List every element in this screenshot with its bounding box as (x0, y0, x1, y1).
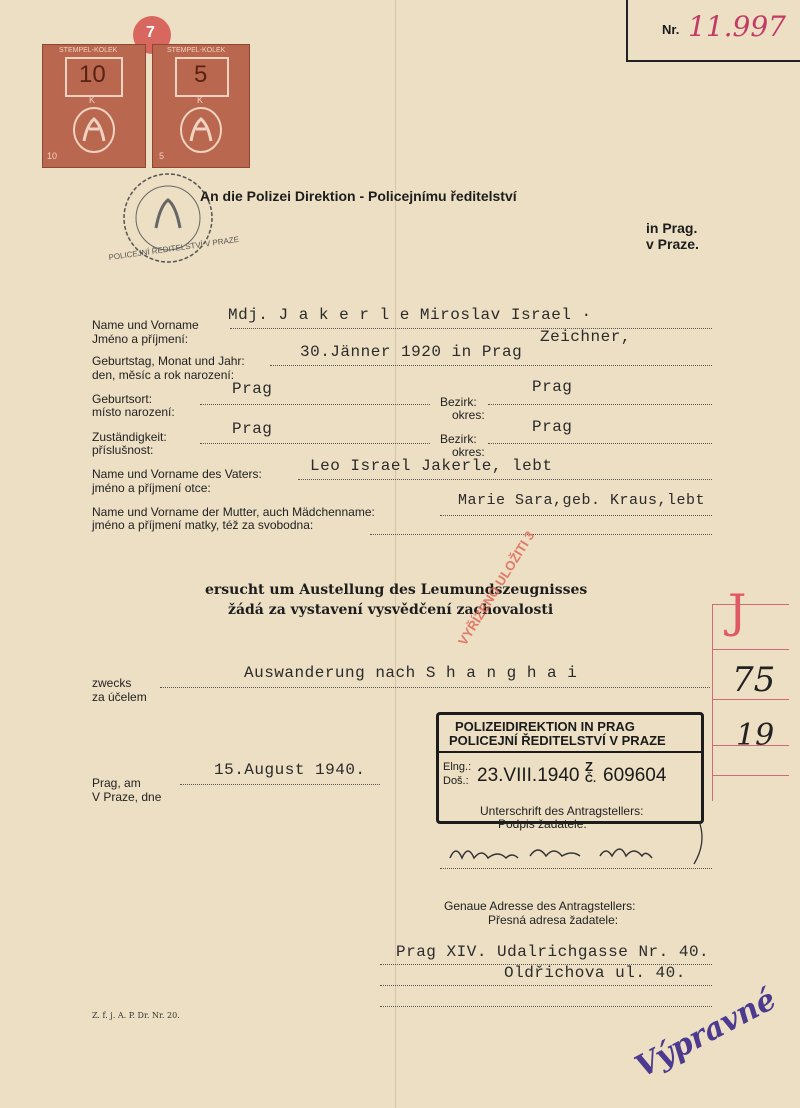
stamp-corner: 5 (159, 151, 165, 161)
stamp-value-frame (65, 57, 123, 97)
stamp-value: 5 (194, 61, 208, 88)
stamp-header: STEMPEL-KOLEK (59, 47, 118, 54)
address-line2: Oldřichova ul. 40. (504, 964, 686, 982)
birth-place-label-de: Geburtsort: (92, 392, 153, 406)
number-value: 11.997 (688, 10, 786, 43)
birth-district-label-de: Bezirk: (440, 395, 477, 409)
police-stamp-date: 23.VIII.1940 (477, 765, 580, 786)
red-diagonal-stamp: VYŘÍZENO ULOŽITI 3 (455, 528, 538, 648)
lion-emblem-icon (69, 105, 119, 155)
stamp-value-frame (175, 57, 229, 97)
fold-line (395, 0, 396, 1108)
addressee: An die Polizei Direktion - Policejnímu ředitelství (200, 188, 517, 204)
domicile-label-de: Zuständigkeit: (92, 430, 167, 444)
stamp-unit: K (89, 95, 96, 105)
handwritten-signature (420, 820, 720, 870)
birth-date-value: 30.Jänner 1920 in Prag (300, 343, 523, 361)
birth-district-label-cs: okres: (452, 408, 485, 422)
request-cs: žádá za vystavení vysvědčení zachovalosti (228, 602, 554, 618)
signature-label-cs: Podpis žadatele: (498, 817, 587, 831)
police-stamp-dos: Doš.: (443, 775, 469, 787)
stamp-header: STEMPEL-KOLEK (167, 47, 226, 54)
name-value: Mdj. J a k e r l e Miroslav Israel · (228, 306, 592, 324)
stamp-corner: 10 (47, 151, 58, 161)
date-label-de: Prag, am (92, 776, 141, 790)
stamp-value: 10 (79, 61, 106, 88)
form-footer: Z. f. j. A. P. Dr. Nr. 20. (92, 1011, 180, 1020)
request-de: ersucht um Austellung des Leumundszeugnisses (205, 582, 588, 598)
red-mark-number: 7 (146, 24, 155, 41)
police-stamp-z: Z (585, 759, 593, 774)
police-stamp-line1: POLIZEIDIREKTION IN PRAG (455, 719, 635, 734)
domicile-value: Prag (232, 420, 273, 438)
address-label-de: Genaue Adresse des Antragstellers: (444, 899, 636, 913)
domicile-district-value: Prag (532, 418, 573, 436)
number-label: Nr. (662, 22, 680, 37)
round-seal-text: POLICEJNÍ ŘEDITELSTVÍ V PRAZE (108, 234, 240, 263)
father-label-de: Name und Vorname des Vaters: (92, 467, 262, 481)
margin-number-1: 75 (732, 660, 776, 700)
number-box (626, 0, 800, 62)
date-value: 15.August 1940. (214, 761, 366, 779)
city-cs: v Praze. (646, 236, 699, 252)
margin-letter-j: J (728, 584, 747, 638)
revenue-stamp-10 (42, 44, 146, 168)
city-de: in Prag. (646, 220, 698, 236)
domicile-district-label-cs: okres: (452, 445, 485, 459)
domicile-district-label-de: Bezirk: (440, 432, 477, 446)
police-stamp-c: Č. (585, 773, 596, 785)
name-label-cs: Jméno a příjmení: (92, 332, 189, 346)
lion-emblem-icon (176, 105, 226, 155)
birth-place-label-cs: místo narození: (92, 405, 175, 419)
name-label-de: Name und Vorname (92, 318, 199, 332)
police-stamp-number: 609604 (603, 765, 667, 786)
revenue-stamp-5 (152, 44, 250, 168)
police-stamp-elng: Elng.: (443, 761, 472, 773)
name-value-occupation: Zeichner, (540, 328, 631, 346)
vypravne-stamp: Výpravné (629, 981, 783, 1085)
father-label-cs: jméno a příjmení otce: (92, 481, 211, 495)
mother-label-de: Name und Vorname der Mutter, auch Mädchenname: (92, 505, 375, 519)
margin-red-box (712, 604, 789, 801)
mother-value: Marie Sara,geb. Kraus,lebt (458, 492, 706, 509)
address-line1: Prag XIV. Udalrichgasse Nr. 40. (396, 943, 710, 961)
date-label-cs: V Praze, dne (92, 790, 162, 804)
birth-district-value: Prag (532, 378, 573, 396)
purpose-value: Auswanderung nach S h a n g h a i (244, 664, 578, 682)
stamp-unit: K (197, 95, 204, 105)
father-value: Leo Israel Jakerle, lebt (310, 457, 553, 475)
birth-date-label-cs: den, měsíc a rok narození: (92, 368, 235, 382)
mother-label-cs: jméno a příjmení matky, též za svobodna: (92, 518, 314, 532)
domicile-label-cs: příslušnost: (92, 443, 154, 457)
purpose-label-cs: za účelem (92, 690, 147, 704)
birth-date-label-de: Geburtstag, Monat und Jahr: (92, 354, 245, 368)
purpose-label-de: zwecks (92, 676, 132, 690)
police-stamp-line2: POLICEJNÍ ŘEDITELSTVÍ V PRAZE (449, 733, 666, 748)
signature-label-de: Unterschrift des Antragstellers: (480, 804, 644, 818)
birth-place-value: Prag (232, 380, 273, 398)
address-label-cs: Přesná adresa žadatele: (488, 913, 619, 927)
margin-number-2: 19 (736, 718, 775, 753)
